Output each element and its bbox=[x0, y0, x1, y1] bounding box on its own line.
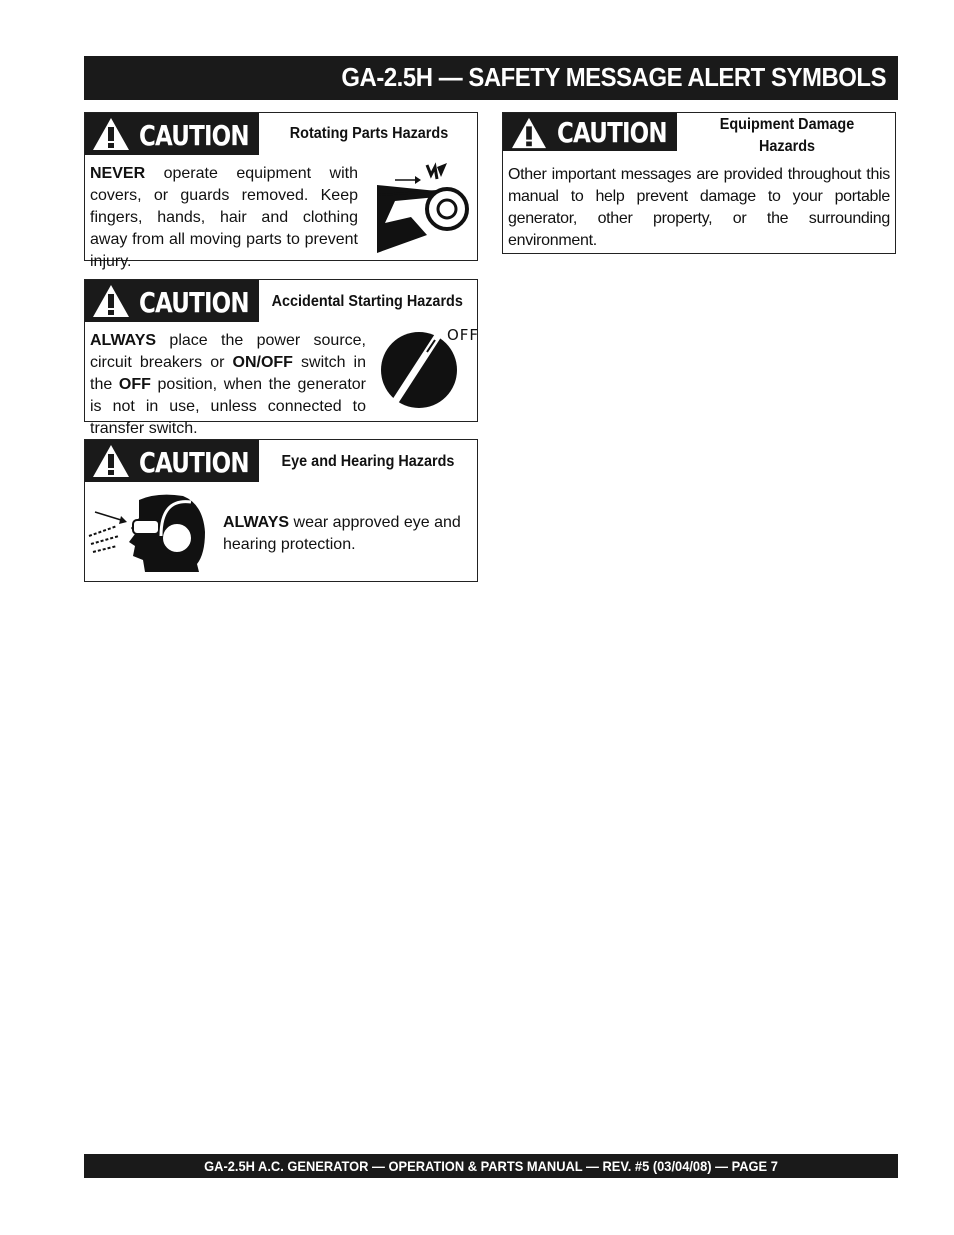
box-title-line-2: Hazards bbox=[758, 138, 816, 155]
rotating-parts-icon bbox=[375, 161, 471, 253]
warning-triangle-icon bbox=[91, 116, 131, 152]
box-title: Rotating Parts Hazards bbox=[289, 125, 449, 142]
caution-label: CAUTION bbox=[139, 119, 249, 152]
caution-label: CAUTION bbox=[139, 446, 249, 479]
caution-box-equipment-damage bbox=[502, 112, 896, 254]
box-title: Accidental Starting Hazards bbox=[271, 293, 463, 310]
footer-bar bbox=[84, 1154, 898, 1178]
bold-term: ON/OFF bbox=[232, 354, 293, 371]
box-body-text: Other important messages are provided throughout this manual to help prevent damage to your portable generator, other property, or the surrounding environment. bbox=[508, 166, 890, 249]
header-bar bbox=[84, 56, 898, 100]
box-body-text bbox=[90, 163, 358, 273]
lead-word: NEVER bbox=[90, 165, 146, 182]
caution-badge bbox=[85, 280, 259, 322]
warning-triangle-icon bbox=[91, 283, 131, 319]
body-copy: position, when the generator is not in use, unless connected to transfer switch. bbox=[90, 376, 367, 437]
body-copy: switch in the bbox=[90, 354, 367, 393]
body-copy: wear approved eye and hearing protection. bbox=[223, 514, 461, 553]
caution-badge bbox=[85, 113, 259, 155]
box-body-text bbox=[90, 330, 366, 440]
bold-term: OFF bbox=[118, 376, 151, 393]
caution-label: CAUTION bbox=[139, 286, 249, 319]
box-body-text bbox=[223, 512, 463, 556]
body-copy: operate equipment with covers, or guards removed. Keep fingers, hands, hair and clothing away from all moving parts to prevent injury. bbox=[90, 165, 358, 270]
footer-text: GA-2.5H A.C. GENERATOR — OPERATION & PARTS MANUAL — REV. #5 (03/04/08) — PAGE 7 bbox=[204, 1158, 778, 1174]
page-title: GA-2.5H — SAFETY MESSAGE ALERT SYMBOLS bbox=[341, 62, 886, 92]
off-switch-icon bbox=[379, 324, 480, 410]
warning-triangle-icon bbox=[509, 116, 549, 150]
lead-word: ALWAYS bbox=[90, 332, 157, 349]
eye-hearing-protection-icon bbox=[87, 492, 207, 576]
caution-badge bbox=[503, 113, 677, 151]
body-copy: place the power source, circuit breakers or bbox=[90, 332, 366, 371]
caution-badge bbox=[85, 440, 259, 482]
box-title: Eye and Hearing Hazards bbox=[281, 453, 455, 470]
caution-label: CAUTION bbox=[557, 116, 667, 149]
caution-box-eye-hearing bbox=[84, 439, 478, 582]
caution-box-rotating-parts bbox=[84, 112, 478, 270]
box-title-line-1: Equipment Damage bbox=[719, 116, 855, 133]
caution-box-accidental-starting bbox=[84, 279, 480, 437]
warning-triangle-icon bbox=[91, 443, 131, 479]
off-label: OFF bbox=[447, 326, 480, 344]
lead-word: ALWAYS bbox=[223, 514, 290, 531]
